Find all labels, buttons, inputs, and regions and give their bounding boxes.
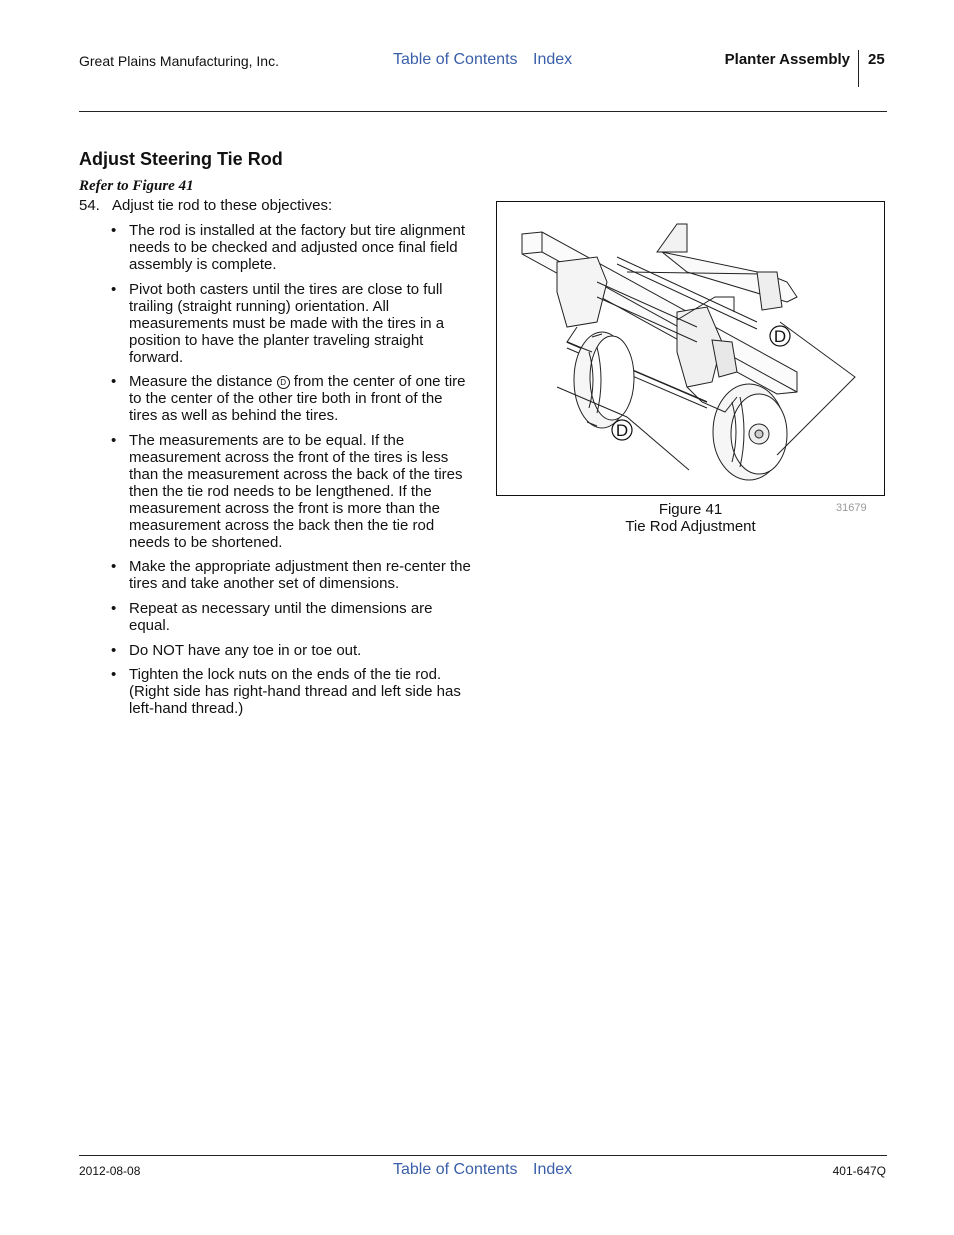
document-number: 401-647Q bbox=[832, 1164, 886, 1178]
bullet-glyph: • bbox=[111, 599, 117, 617]
section-title: Planter Assembly bbox=[724, 51, 850, 68]
callout-top-label: D bbox=[773, 327, 787, 346]
bullet-glyph: • bbox=[111, 373, 117, 391]
company-name: Great Plains Manufacturing, Inc. bbox=[79, 53, 279, 69]
footer-index-link[interactable]: Index bbox=[533, 1161, 573, 1178]
header-divider bbox=[858, 50, 859, 87]
bullet-glyph: • bbox=[111, 641, 117, 659]
tie-rod-illustration bbox=[497, 202, 884, 495]
figure-image-number: 31679 bbox=[836, 502, 867, 514]
figure-caption bbox=[496, 501, 885, 535]
figure-caption-title: Tie Rod Adjustment bbox=[625, 518, 756, 535]
bullet-glyph: • bbox=[111, 666, 117, 684]
step-number: 54. bbox=[79, 197, 100, 214]
bullet-glyph: • bbox=[111, 431, 117, 449]
figure-reference: Refer to Figure 41 bbox=[79, 178, 194, 194]
list-item: • Tighten the lock nuts on the ends of the tie rod. (Right side has right-hand thread and left side has left-hand thread.) bbox=[111, 666, 461, 718]
d-callout-symbol: D bbox=[277, 376, 290, 389]
section-heading: Adjust Steering Tie Rod bbox=[79, 149, 283, 169]
list-item: • Do NOT have any toe in or toe out. bbox=[111, 641, 362, 659]
header-index-link[interactable]: Index bbox=[533, 51, 573, 68]
list-item: • The measurements are to be equal. If the measurement across the front of the tires is less than the measurement across the back of the tires then the tie rod needs to be lengthened. If the measurement across the front is more than the measurement across the back then the tie rod needs to be shortened. bbox=[111, 431, 463, 551]
step-text: Adjust tie rod to these objectives: bbox=[112, 197, 333, 214]
bullet-glyph: • bbox=[111, 558, 117, 576]
footer-date: 2012-08-08 bbox=[79, 1164, 141, 1178]
figure-41-frame bbox=[496, 201, 885, 496]
footer-toc-link[interactable]: Table of Contents bbox=[393, 1161, 518, 1178]
header-toc-link[interactable]: Table of Contents bbox=[393, 51, 518, 68]
list-item: • Repeat as necessary until the dimensions are equal. bbox=[111, 599, 433, 634]
callout-top bbox=[770, 326, 790, 346]
header-rule bbox=[79, 111, 887, 112]
list-item: • Make the appropriate adjustment then re-center the tires and take another set of dimensions. bbox=[111, 558, 471, 593]
list-item: • Pivot both casters until the tires are close to full trailing (straight running) orientation. All measurements must be made with the tires in a position to have the planter traveling straight forward. bbox=[111, 280, 445, 366]
objectives-list bbox=[111, 222, 471, 725]
bullet-glyph: • bbox=[111, 222, 117, 239]
footer-rule bbox=[79, 1155, 887, 1156]
bullet-glyph: • bbox=[111, 280, 117, 298]
page-number: 25 bbox=[868, 51, 885, 68]
list-item: • Measure the distance D from the center of one tire to the center of the other tire both in front of the tires as well as behind the tires. bbox=[111, 373, 466, 425]
step-54 bbox=[79, 197, 332, 214]
callout-bottom bbox=[612, 420, 632, 440]
callout-bottom-label: D bbox=[615, 421, 629, 440]
list-item: • The rod is installed at the factory but tire alignment needs to be checked and adjusted once final field assembly is complete. bbox=[111, 222, 466, 273]
figure-caption-number: Figure 41 bbox=[658, 501, 723, 518]
